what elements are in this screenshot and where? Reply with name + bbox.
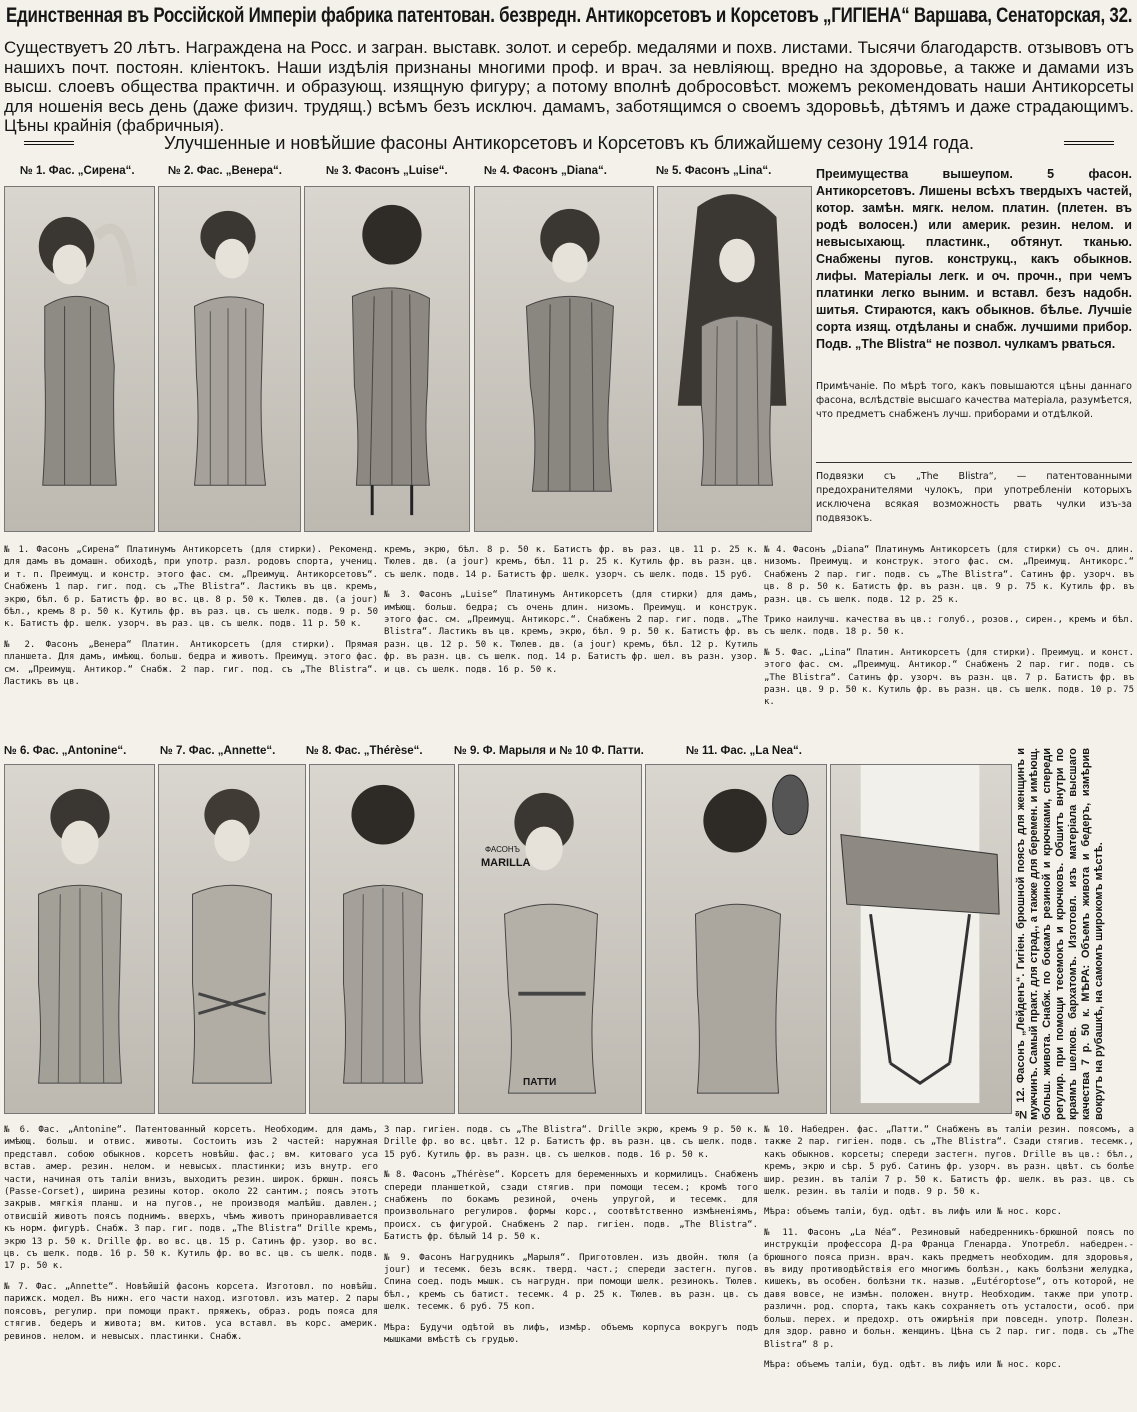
desc-trico: Трико наилучш. качества въ цв.: голуб., розов., сирен., кремъ и бѣл. съ шелк. подв. 18 р. 50 к.	[764, 615, 1134, 638]
desc-sirena-cont: кремъ, экрю, бѣл. 8 р. 50 к. Батистъ фр. въ раз. цв. 11 р. 25 к. Тюлев. дв. (a jour) кремъ, бѣл. 11 р. 25 к. Кутиль фр. въ разн. цв. съ шелк. подв. 14 р. Батистъ фр. шелк. узорч. съ шелк. подв. 15 руб.	[384, 545, 758, 580]
patti-label: ПАТТИ	[523, 1077, 557, 1088]
corset-figure-icon	[459, 765, 641, 1113]
desc-therese: № 8. Фасонъ „Thérèse“. Корсетъ для беременныхъ и кормилицъ. Снабженъ спереди планшеткой, сзади стягив. при помощи тесем.; кромѣ того снабженъ по бокамъ резиной, очень упругой, и тесемк. для произвольнаго регулиров. формы корс., соотвѣтственно измѣненіямъ, происх. съ фигурой. Снабженъ 2 пар. гигіен. подв. „The Blistra“. Батистъ фр. бѣлый 14 р. 50 к.	[384, 1170, 758, 1243]
advantages-box: Преимущества вышеупом. 5 фасон. Антикорсетовъ. Лишены всѣхъ твердыхъ частей, котор. замѣн. мягк. нелом. платин. (плетен. въ родѣ волосен.) или америк. резин. нелом. и невысыхающ. пластинк., обтянут. тканью. Снабжены пугов. конструкц., какъ обыкнов. лифы. Матеріалы легк. и оч. прочн., при чемъ платинки легко выним. и вставл. безъ надобн. шитья. Стираются, какъ обыкнов. бѣлье. Лучшіе сорта изящ. отдѣланы и снабж. лучшими прибор. Подв. „The Blistra“ не позвол. чулкамъ рваться.	[816, 167, 1132, 351]
desc-luise: № 3. Фасонъ „Luise“ Платинумъ Антикорсетъ (для стирки) для дамъ, имѣющ. больш. бедра; съ очень длин. низомъ. Преимущ. и конструк. этого фас. см. „Преимущ. Антикорс.“. Снабженъ 2 пар. гиг. подв. „The Blistra“. Ластикъ въ цв. кремъ, экрю, бѣл. 9 р. 50 к. Батистъ фр. въ разн. цв. 12 р. 50 к. Тюлев. дв. (a jour) кремъ, бѣл. 12 р. Кутиль фр. въ разн. цв. съ шелк. под. 14 р. Батистъ фр. шел. въ разн. узор. и цв. съ шелк. подв. 16 р. 50 к.	[384, 590, 758, 675]
illustration-sirena	[4, 186, 155, 532]
illustration-luise	[304, 186, 470, 532]
left-rule	[24, 141, 74, 145]
caption-6: № 6. Фас. „Antonine“.	[4, 745, 127, 757]
desc-antonine: № 6. Фас. „Antonine“. Патентованный корсетъ. Необходим. для дамъ, имѣющ. больш. и отвис. животы. Состоитъ изъ 2 частей: наружная представл. собою обыкнов. корсетъ новѣйш. фас.; вм. китоваго уса встав. амер. резин. нелом. и невысых. пластинки; изъ внутр. его части, начиная отъ таліи внизъ, выходитъ резин. широк. брюшн. поясъ (Passe-Corset), ширина резины котор. около 22 сантим.; поясъ этотъ закрыв. мягкія планш. и на пугов., не производя малѣйш. давлен.; отвисшій животъ поясъ поднимъ. вверхъ, чѣмъ животъ приноравливается къ норм. фигурѣ. Снабж. 3 пар. гиг. подв. „The Blistra“ Drille кремъ, экрю 13 р. 50 к. Drille фр. во вс. цв. 15 р. Сатинъ фр. узор. во вс. цв. съ шелк. подв. 16 р. 50 к. Кутиль фр. во вс. цв. съ шелк. подв. 17 р. 50 к.	[4, 1125, 378, 1272]
illustration-patti	[645, 764, 827, 1114]
desc-annette: № 7. Фас. „Annette“. Новѣйшій фасонъ корсета. Изготовл. по новѣйш. парижск. модел. Въ нижн. его части наход. изготовл. изъ матер. 2 пары поясовъ, регулир. при помощи практ. пряжекъ, образ. родъ пояса для стягив. бедеръ и живота; вм. китов. уса вставл. въ корс. америк. ревинов. нелом. и невысых. пластинки. Снабж.	[4, 1281, 378, 1342]
desc-annette-cont: 3 пар. гигіен. подв. съ „The Blistra“. Drille экрю, кремъ 9 р. 50 к. Drille фр. во вс. цвѣт. 12 р. Батистъ фр. въ разн. цв. съ шелк. подв. 15 руб. Кутиль фр. въ разн. цв. съ шелков. подв. 16 р. 50 к.	[384, 1125, 758, 1160]
illustration-la-nea	[830, 764, 1012, 1114]
corset-figure-icon	[305, 187, 469, 531]
note-box: Примѣчаніе. По мѣрѣ того, какъ повышаются цѣны даннаго фасона, вслѣдствіе высшаго качества матеріала, разумѣется, что предметъ снабженъ лучш. приборами и отдѣлкой.	[816, 381, 1132, 420]
season-subheading	[24, 130, 1114, 156]
intro-paragraph: Существуетъ 20 лѣтъ. Награждена на Росс. и загран. выставк. золот. и серебр. медалями и похв. листами. Тысячи благодарств. отзывовъ отъ нашихъ почт. постоян. кліентокъ. Наши издѣлія признаны многими проф. и врач. за невліяющ. вредно на здоровье, а также и дамами изъ высш. слоевъ общества практичн. и образующ. изящную фигуру; а потому вполнѣ добросовѣст. можемъ рекомендовать наши Антикорсеты для ношенія весь день (даже физич. трудящ.) всѣмъ безъ исключ. дамамъ, заботящимся о своемъ здоровьѣ, дѣтямъ и даже страдающимъ. Цѣны крайнія (фабричныя).	[4, 38, 1134, 135]
garters-box: Подвязки съ „The Blistra“, — патентованными предохранителями чулокъ, при употребленіи которыхъ исключена всякая возможность рвать чулки изъ-за подвязокъ.	[816, 471, 1132, 524]
right-rule	[1064, 141, 1114, 145]
divider	[816, 462, 1132, 463]
desc-column-4	[4, 1124, 378, 1410]
illustration-lina	[657, 186, 812, 532]
caption-2: № 2. Фас. „Венера“.	[168, 165, 282, 177]
desc-marylya: № 9. Фасонъ Нагрудникъ „Марыля“. Приготовлен. изъ двойн. тюля (a jour) и тесемк. безъ всяк. тверд. част.; спереди застегн. пугов. Спина соед. подъ мышк. съ нагрудн. при помощи шелк. резинокъ. Тюлев. бѣл., кремъ съ батист. тесемк. 4 р. 25 к. Тюлев. въ разн. цв. съ шелк. тесемк. 6 руб. 75 коп.	[384, 1252, 758, 1313]
desc-marylya-measure: Мѣра: Будучи одѣтой въ лифъ, измѣр. объемъ корпуса вокругъ подъ мышками вмѣстѣ съ грудью.	[384, 1322, 758, 1346]
desc-venera: № 2. Фасонъ „Венера“ Платин. Антикорсетъ (для стирки). Прямая планшета. Для дамъ, имѣющ. больш. бедра и животъ. Преимущ. этого фас. см. „Преимущ. Антикор.“ Снабж. 2 пар. гиг. под. съ „The Blistra“. Ластикъ въ цв.	[4, 639, 378, 688]
caption-7: № 7. Фас. „Annette“.	[160, 745, 276, 757]
belt-icon	[831, 765, 1011, 1113]
illustration-marilla	[458, 764, 642, 1114]
desc-column-1	[4, 544, 378, 744]
caption-5: № 5. Фасонъ „Lina“.	[656, 165, 772, 177]
desc-column-2	[384, 544, 758, 744]
corset-figure-icon	[475, 187, 653, 531]
desc-patti-measure: Мѣра: объемъ таліи, буд. одѣт. въ лифъ или № нос. корс.	[764, 1207, 1063, 1218]
caption-1: № 1. Фас. „Сирена“.	[20, 165, 135, 177]
caption-3: № 3. Фасонъ „Luise“.	[326, 165, 448, 177]
illustration-therese	[309, 764, 455, 1114]
caption-4: № 4. Фасонъ „Diana“.	[484, 165, 607, 177]
season-subheading-text: Улучшенные и новѣйшие фасоны Антикорсетовъ и Корсетовъ къ ближайшему сезону 1914 года.	[163, 132, 975, 153]
corset-figure-icon	[159, 765, 305, 1113]
desc-column-5	[384, 1124, 758, 1410]
illustration-venera	[158, 186, 301, 532]
corset-figure-icon	[5, 187, 154, 531]
caption-11: № 11. Фас. „La Nea“.	[686, 745, 802, 757]
corset-figure-icon	[5, 765, 154, 1113]
corset-figure-icon	[159, 187, 300, 531]
desc-la-nea: № 11. Фасонъ „La Néa“. Резиновый набедренникъ-брюшной поясъ по инструкціи профессора Д-ра Франца Гленарда. Употребл. набедрен.-брюшного пояса призн. врач. какъ предметъ необходим. для здоровья, въ виду противодѣйствія его многимъ болѣзн., какъ болѣзни желудка, кишекъ, въ особен. болѣзни тк. назыв. „Eutéroptose“, отъ которой, не давя вовсе, не измѣн. положен. внутр. Необходим. также при употр. различн. род. спорта, такъ какъ сохраняетъ отъ усталости, особ. при больш. перех. и предохр. отъ ожирѣнія при повседн. употр. Полезн. для здор. равно и больн. женщинъ. Цѣна съ 2 пар. гиг. подв. съ „The Blistra“ 8 р.	[764, 1227, 1134, 1350]
desc-lina: № 5. Фас. „Lina“ Платин. Антикорсетъ (для стирки). Преимущ. и конст. этого фас. см. „Преимущ. Антикор.“ Снабженъ 2 пар. гиг. подв. съ „The Blistra“. Сатинъ фр. узорч. въ разн. цв. 7 р. Батистъ фр. въ разн. цв. 9 р. 50 к. Кутиль фр. въ разн. цв. съ шелк. подв. 10 р. 75 к.	[764, 647, 1134, 708]
corset-figure-icon	[658, 187, 811, 531]
caption-8: № 8. Фас. „Thérèse“.	[306, 745, 423, 757]
marilla-label: MARILLA	[481, 857, 531, 869]
desc-leiden-vertical: № 12. Фасонъ „Лейденъ“. Гигіен. брюшной поясъ для женщинъ и мужчинъ. Самый практ. для страд., а также для беремен. и имѣющ. больш. живота. Снабж. по бокамъ резиной и крючками, спереди регулир. при помощи тесемокъ и крючковъ. Обшитъ внутри по краямъ шелков. бархатомъ. Изготовл. изъ матеріала высшаго качества 7 р. 50 к. МѢРА: Объемъ живота и бедеръ, измѣрив вокругъ на рубашкѣ, на самомъ широкомъ мѣстѣ.	[1015, 748, 1105, 1120]
illustration-antonine	[4, 764, 155, 1114]
caption-9-10: № 9. Ф. Марыля и № 10 Ф. Патти.	[454, 745, 644, 757]
desc-sirena: № 1. Фасонъ „Сирена“ Платинумъ Антикорсетъ (для стирки). Рекоменд. для дамъ въ домашн. обиходѣ, при употр. разл. родовъ спорта, учениц. и т. п. Преимущ. и констр. этого фас. см. „Преимущ. Антикорсетовъ“. Снабженъ 1 пар. гиг. под. съ „The Blistra“. Ластикъ въ цв. кремъ, экрю, бѣл. 6 р. Батистъ фр. во вс. цв. 8 р. 50 к. Тюлев. дв. (a jour) бѣл., кремъ 8 р. 50 к. Кутиль фр. въ раз. цв. съ шелк. подв. 9 р. 50 к. Батистъ фр. шелк. узорч. въ раз. цв. съ шелк. подв. 11 р. 50 к.	[4, 545, 378, 630]
headline: Единственная въ Россійской Имперіи фабрика патентован. безвредн. Антикорсетовъ и Корсетовъ „ГИГІЕНА“ Варшава, Сенаторская, 32.	[6, 4, 1132, 27]
desc-column-6	[764, 1124, 1134, 1410]
desc-la-nea-measure: Мѣра: объемъ таліи, буд. одѣт. въ лифъ или № нос. корс.	[764, 1359, 1063, 1370]
corset-figure-icon	[646, 765, 826, 1113]
desc-diana: № 4. Фасонъ „Diana“ Платинумъ Антикорсетъ (для стирки) съ оч. длин. низомъ. Преимущ. и конструк. этого фас. см. „Преимущ. Антикорс.“ Снабженъ 2 пар. гиг. подв. съ „The Blistra“. Сатинъ фр. узорч. въ цв. 8 р. 50 к. Батистъ фр. въ разн. цв. 9 р. 75 к. Кутиль фр. въ разн. цв. съ шелк. подв. 12 р. 25 к.	[764, 545, 1134, 605]
desc-column-3	[764, 544, 1134, 744]
illustration-diana	[474, 186, 654, 532]
illustration-annette	[158, 764, 306, 1114]
corset-figure-icon	[310, 765, 454, 1113]
marilla-label-top: ФАСОНЪ	[485, 845, 520, 854]
desc-patti: № 10. Набедрен. фас. „Патти.“ Снабженъ въ таліи резин. поясомъ, а также 2 пар. гигіен. подв. съ „The Blistra“. Сзади стягив. тесемк., какъ обыкнов. корсеты; спереди застегн. пугов. Drille въ цв.: бѣл., кремъ, экрю и сѣр. 5 руб. Сатинъ фр. узорч. въ разн. цвѣт. съ болѣе шир. резин. въ таліи 7 р. 50 к. Батистъ фр. шелк. въ раз. цв. съ шелк. резин. въ таліи и подв. 9 р. 50 к.	[764, 1125, 1134, 1198]
